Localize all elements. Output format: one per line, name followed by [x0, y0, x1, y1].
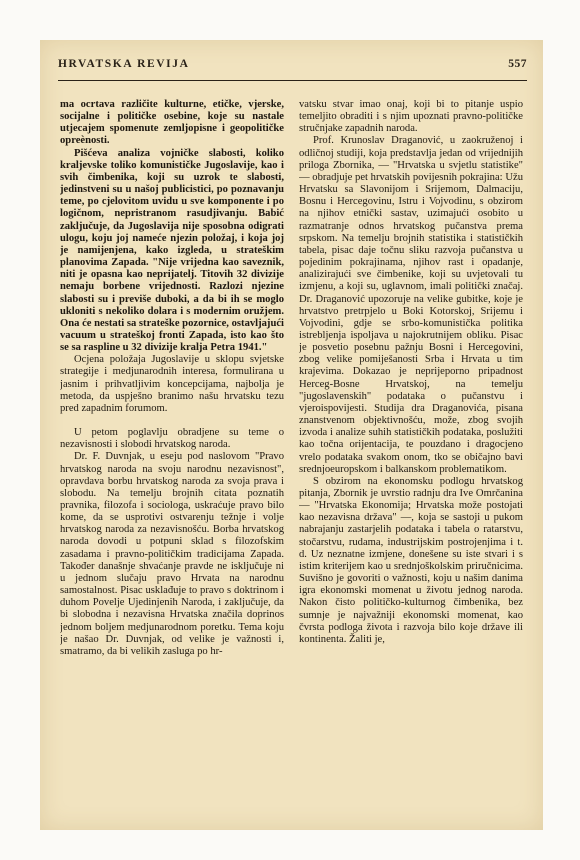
header-rule [58, 80, 527, 81]
running-head [58, 58, 527, 76]
paragraph: Ocjena položaja Jugoslavije u sklopu svjetske strategije i medjunarodnih interesa, formulirana u jasnim i prihvatljivim koncepcijama, najbolja je metoda, da uspješno branimo našu hrvatsku tezu pred zapadnim forumom. [60, 354, 284, 414]
paragraph: ma ocrtava različite kulturne, etičke, vjerske, socijalne i političke osebine, koje su nastale utjecajem spomenute zemljopisne i geopolitičke opreènosti. [60, 99, 284, 147]
paragraph: vatsku stvar imao onaj, koji bi to pitanje uspio temeljito obraditi i s njim upoznati pravno-političke stručnjake zapadnih naroda. [299, 99, 523, 135]
paragraph: S obzirom na ekonomsku podlogu hrvatskog pitanja, Zbornik je uvrstio radnju dra Ive Omrčanina — "Hrvatska Ekonomija; Hrvatska može postojati kao nezavisna država" —, koja se sastoji u pukom nabrajanju zastarjelih podataka i tabela o ratarstvu, stočarstvu, rudama, industrijskim postrojenjima i t. d. Uz neznatne izmjene, donešene su iste stvari i s istim kriterijem kao u srednjoškolskim priručnicima. Suvišno je govoriti o važnosti, koju u našim danima igra ekonomski momenat u životu jednog naroda. Nakon čisto političko-kulturnog čimbenika, bez sumnje je najvažniji ekonomski momenat, kao čvrsta podloga života i razvoja bilo koje države ili kontinenta. Žaliti je, [299, 475, 523, 645]
paragraph: Pišćeva analiza vojničke slabosti, koliko kraljevske toliko komunističke Jugoslavije, kao i svih čimbenika, koji su uzrok te slabosti, jedinstveni su u našoj publicistici, po poznavanju teme, po cjelovitom uvidu u sve komponente i po logičnom, nepristranom rasudjivanju. Babić zaključuje, da Jugoslavija nije sposobna odigrati ulogu, koju joj nameće njezin položaj, i koja joj je namijenjena, kako izgleda, u strateškim planovima Zapada. "Nije vrijedna kao saveznik, niti je opasna kao neprijatelj. Titovih 32 divizije nemaju borbene vrijednosti. Razlozi njezine slabosti su i previše duboki, a da bi ih se moglo ukloniti s nekoliko dolara i s modernim oružjem. Ona će nestati sa strateške pozornice, ostavljajući vacuum u strateškoj fronti Zapada, isto kao što se sa raspline u 32 divizije kralja Petra 1941." [60, 147, 284, 354]
right-column [299, 99, 523, 817]
paragraph: Prof. Krunoslav Draganović, u zaokruženoj i odličnoj studiji, koja predstavlja jedan od vrijednijih priloga Zbornika, — "Hrvatska u svjetlu statistike" — obradjuje pet hrvatskih povijesnih pokrajina: Užu Hrvatsku sa Slavonijom i Srijemom, Dalmaciju, Bosnu i Hercegovinu, Istru i Vojvodinu, s obzirom na njihov etnički sastav, uzimajući osobito u razmatranje odnos hrvatskog pučanstva prema srpskom. Na temelju brojnih statistika i statističkih tabela, pisac daje točnu sliku razvoja pučanstva u pojedinim pokrajinama, njihov rast i opadanje, analizirajući sve čimbenike, koji su uvjetovali tu izmjenu, a koji su, uglavnom, imali politički značaj. Dr. Draganović upozoruje na velike gubitke, koje je hrvatstvo pretrpjelo u Boki Kotorskoj, Srijemu i Vojvodini, gdje se srbo-komunistička politika istrebljenja ispoljava u najokrutnijem obliku. Pisac je posvetio posebnu pažnju Bosni i Hercegovini, zbog velike pomiješanosti Srba i Hrvata u tim krajevima. Dokazao je neprijeporno pripadnost Herceg-Bosne Hrvatskoj, na temelju "jugoslavenskih" podataka o pučanstvu i vjeroispovijesti. Studija dra Draganovića, pisana znanstvenom objektivnošću, može, zbog svojih izvoda i analize suhih statističkih podataka, poslužiti kao točna orijentacija, te pouzdano i dragocjeno vrelo podataka svakom onom, tko se običajno bavi srednjoeuropskom i balkanskom problematikom. [299, 135, 523, 475]
journal-title: HRVATSKA REVIJA [58, 58, 190, 70]
paragraph: U petom poglavlju obradjene su teme o nezavisnosti i slobodi hrvatskog naroda. [60, 427, 284, 451]
book-page [40, 40, 543, 830]
paragraph: Dr. F. Duvnjak, u eseju pod naslovom "Pravo hrvatskog naroda na svoju narodnu nezavisnost", opravdava borbu hrvatskog naroda za svoja prava i slobodu. Na temelju brojnih citata poznatih pravnika, filozofa i sociologa, uskraćuje pravo bilo kome, da se usprotivi ostvarenju težnje i volje hrvatskog naroda za nezavisnošću. Borba hrvatskog naroda dovodi u potpuni sklad s filozofskim zasadama i pravno-političkim tradicijama Zapada. Također današnje shvaćanje pravde ne isključuje ni u jednom slučaju pravo Hrvata na narodnu samostalnost. Pisac usklađuje to pravo s doktrinom i duhom Povelje Ujedinjenih Naroda, i zaključuje, da bi slobodna i nezavisna Hrvatska značila doprinos jednom boljem medjunarodnom poretku. Tema koju je našao Dr. Duvnjak, od velike je važnosti i, smatramo, da bi velikih zasluga po hr- [60, 451, 284, 657]
left-column [60, 99, 284, 817]
page-number: 557 [508, 58, 527, 70]
